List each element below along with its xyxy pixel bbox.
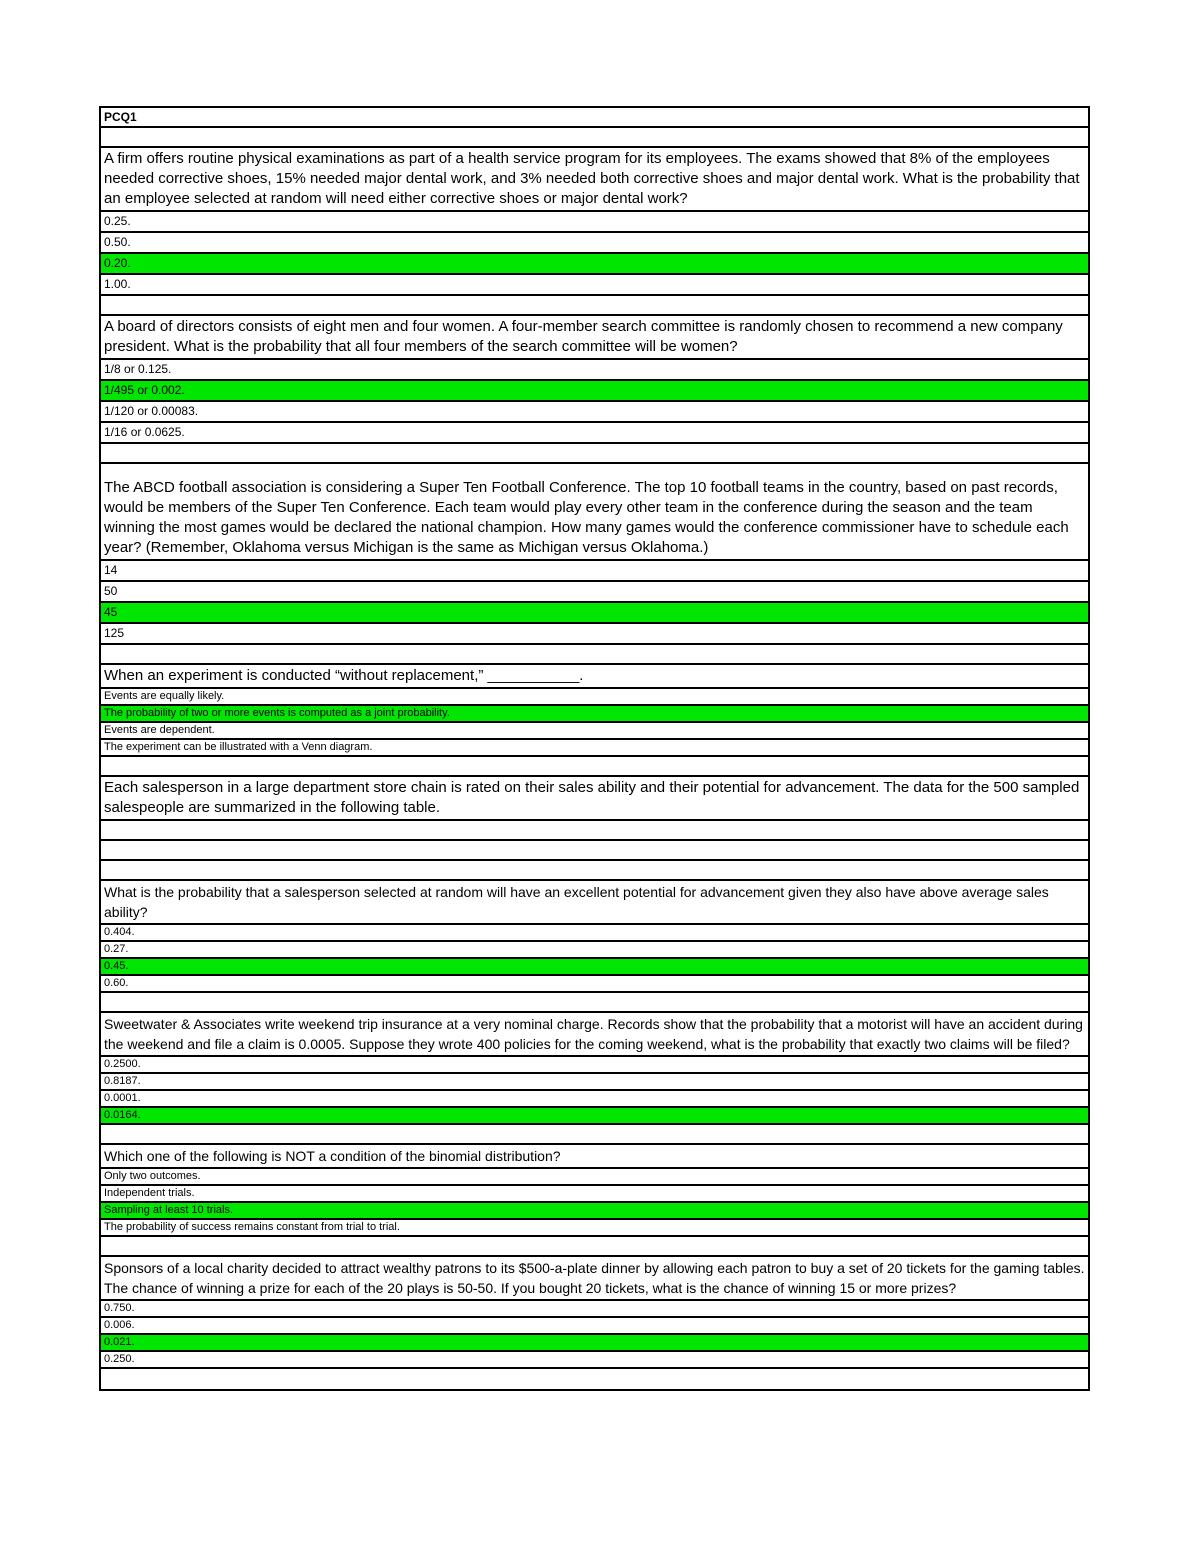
answer-option[interactable]: 1/8 or 0.125.: [101, 360, 1088, 381]
answer-option[interactable]: Only two outcomes.: [101, 1169, 1088, 1186]
blank-row: [101, 757, 1088, 777]
answer-option[interactable]: The probability of success remains constant from trial to trial.: [101, 1220, 1088, 1237]
answer-option[interactable]: 0.404.: [101, 925, 1088, 942]
answer-option[interactable]: The experiment can be illustrated with a Venn diagram.: [101, 740, 1088, 757]
question-text: A firm offers routine physical examinations as part of a health service program for its employees. The exams showed that 8% of the employees needed corrective shoes, 15% needed major dental work, and 3% needed both corrective shoes and major dental work. What is the probability that an employee selected at random will need either corrective shoes or major dental work?: [101, 148, 1088, 212]
answer-option[interactable]: 0.250.: [101, 1352, 1088, 1369]
question-text: Which one of the following is NOT a condition of the binomial distribution?: [101, 1145, 1088, 1169]
answer-option[interactable]: 1.00.: [101, 275, 1088, 296]
answer-option[interactable]: 0.50.: [101, 233, 1088, 254]
question-text: The ABCD football association is considering a Super Ten Football Conference. The top 10 football teams in the country, based on past records, would be members of the Super Ten Conference. Each team would play every other team in the conference during the season and the team winning the most games would be declared the national champion. How many games would the conference commissioner have to schedule each year? (Remember, Oklahoma versus Michigan is the same as Michigan versus Oklahoma.): [101, 464, 1088, 561]
answer-option[interactable]: 1/16 or 0.0625.: [101, 423, 1088, 444]
answer-option[interactable]: 0.750.: [101, 1301, 1088, 1318]
answer-option[interactable]: Events are dependent.: [101, 723, 1088, 740]
blank-row: [101, 861, 1088, 881]
answer-option-correct[interactable]: 0.021.: [101, 1335, 1088, 1352]
answer-option[interactable]: 50: [101, 582, 1088, 603]
answer-option[interactable]: 0.006.: [101, 1318, 1088, 1335]
blank-row: [101, 821, 1088, 841]
sheet-title: PCQ1: [101, 108, 1088, 128]
answer-option-correct[interactable]: 0.20.: [101, 254, 1088, 275]
blank-row: [101, 993, 1088, 1013]
answer-option-correct[interactable]: 0.45.: [101, 959, 1088, 976]
quiz-sheet: [99, 106, 1090, 1391]
answer-option[interactable]: 0.8187.: [101, 1074, 1088, 1091]
blank-row: [101, 444, 1088, 464]
question-text: When an experiment is conducted “without replacement,” ___________.: [101, 665, 1088, 689]
blank-row: [101, 1237, 1088, 1257]
answer-option[interactable]: 0.2500.: [101, 1057, 1088, 1074]
answer-option[interactable]: Events are equally likely.: [101, 689, 1088, 706]
answer-option[interactable]: 1/120 or 0.00083.: [101, 402, 1088, 423]
blank-row: [101, 296, 1088, 316]
answer-option-correct[interactable]: 45: [101, 603, 1088, 624]
question-text: What is the probability that a salesperson selected at random will have an excellent potential for advancement given they also have above average sales ability?: [101, 881, 1088, 925]
blank-row: [101, 841, 1088, 861]
answer-option[interactable]: 0.0001.: [101, 1091, 1088, 1108]
answer-option[interactable]: Independent trials.: [101, 1186, 1088, 1203]
answer-option[interactable]: 14: [101, 561, 1088, 582]
question-text: Sweetwater & Associates write weekend trip insurance at a very nominal charge. Records show that the probability that a motorist will have an accident during the weekend and file a claim is 0.0005. Suppose they wrote 400 policies for the coming weekend, what is the probability that exactly two claims will be filed?: [101, 1013, 1088, 1057]
answer-option[interactable]: 0.27.: [101, 942, 1088, 959]
blank-row: [101, 645, 1088, 665]
blank-row: [101, 1369, 1088, 1389]
answer-option-correct[interactable]: 0.0164.: [101, 1108, 1088, 1125]
answer-option[interactable]: 125: [101, 624, 1088, 645]
answer-option[interactable]: 0.25.: [101, 212, 1088, 233]
answer-option-correct[interactable]: The probability of two or more events is computed as a joint probability.: [101, 706, 1088, 723]
answer-option-correct[interactable]: Sampling at least 10 trials.: [101, 1203, 1088, 1220]
blank-row: [101, 1125, 1088, 1145]
question-text: Each salesperson in a large department store chain is rated on their sales ability and their potential for advancement. The data for the 500 sampled salespeople are summarized in the following table.: [101, 777, 1088, 821]
question-text: A board of directors consists of eight men and four women. A four-member search committee is randomly chosen to recommend a new company president. What is the probability that all four members of the search committee will be women?: [101, 316, 1088, 360]
question-text: Sponsors of a local charity decided to attract wealthy patrons to its $500-a-plate dinner by allowing each patron to buy a set of 20 tickets for the gaming tables. The chance of winning a prize for each of the 20 plays is 50-50. If you bought 20 tickets, what is the chance of winning 15 or more prizes?: [101, 1257, 1088, 1301]
blank-row: [101, 128, 1088, 148]
answer-option-correct[interactable]: 1/495 or 0.002.: [101, 381, 1088, 402]
answer-option[interactable]: 0.60.: [101, 976, 1088, 993]
